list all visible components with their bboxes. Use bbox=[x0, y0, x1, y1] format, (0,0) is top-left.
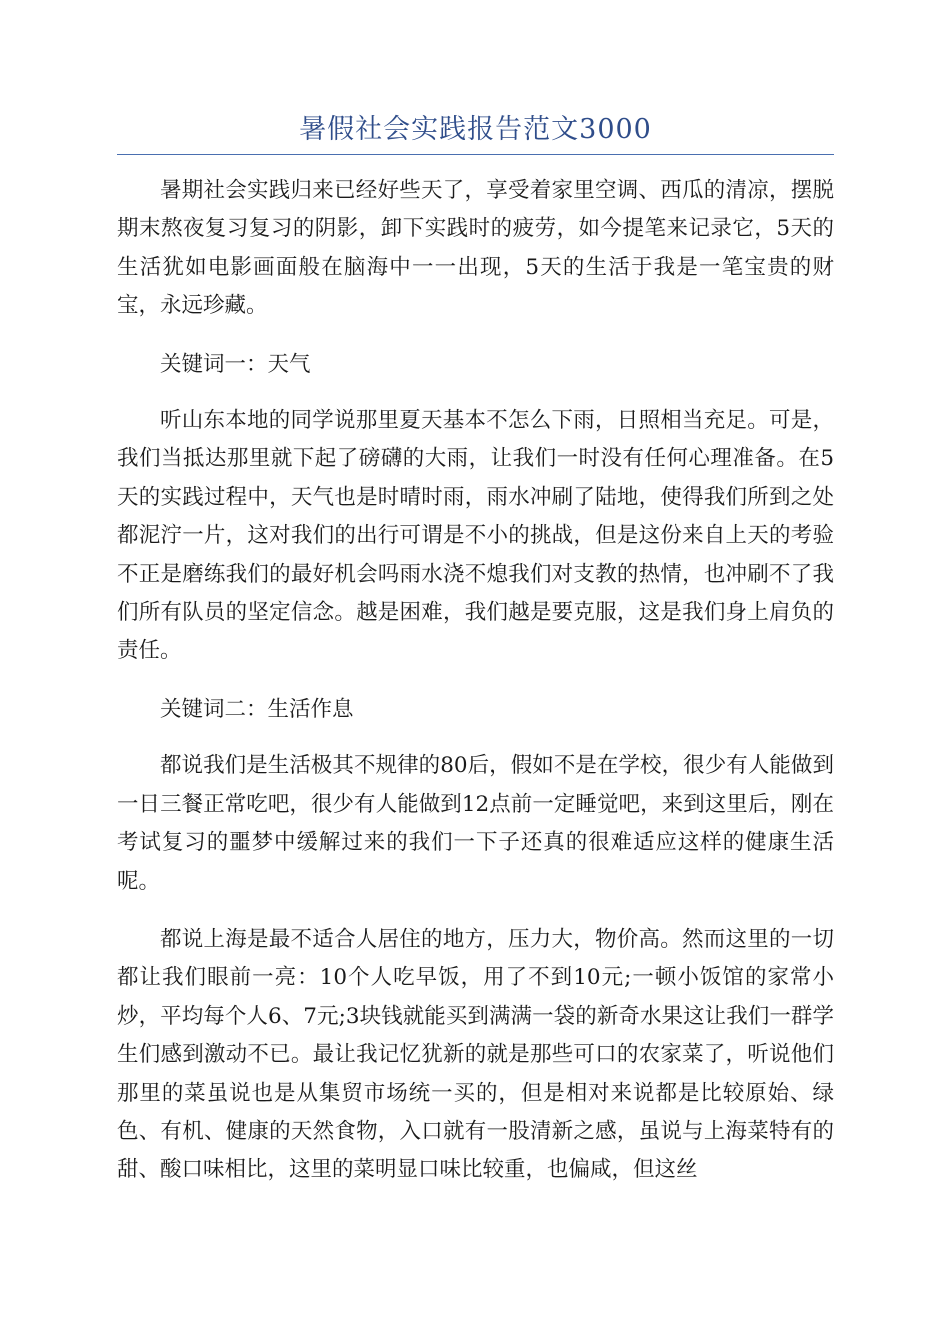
paragraph-routine: 都说我们是生活极其不规律的80后，假如不是在学校，很少有人能做到一日三餐正常吃吧，很少有人能做到12点前一定睡觉吧，来到这里后，刚在考试复习的噩梦中缓解过来的我们一下子还真的很难适应这样的健康生活呢。 bbox=[117, 753, 834, 894]
document-body bbox=[117, 172, 834, 1210]
paragraph-weather: 听山东本地的同学说那里夏天基本不怎么下雨，日照相当充足。可是，我们当抵达那里就下起了磅礴的大雨，让我们一时没有任何心理准备。在5天的实践过程中，天气也是时晴时雨，雨水冲刷了陆地，使得我们所到之处都泥泞一片，这对我们的出行可谓是不小的挑战，但是这份来自上天的考验不正是磨练我们的最好机会吗雨水浇不熄我们对支教的热情，也冲刷不了我们所有队员的坚定信念。越是困难，我们越是要克服，这是我们身上肩负的责任。 bbox=[117, 408, 834, 664]
paragraph-food: 都说上海是最不适合人居住的地方，压力大，物价高。然而这里的一切都让我们眼前一亮：10个人吃早饭，用了不到10元;一顿小饭馆的家常小炒，平均每个人6、7元;3块钱就能买到满满一袋的新奇水果这让我们一群学生们感到激动不已。最让我记忆犹新的就是那些可口的农家菜了，听说他们那里的菜虽说也是从集贸市场统一买的，但是相对来说都是比较原始、绿色、有机、健康的天然食物，入口就有一股清新之感，虽说与上海菜特有的甜、酸口味相比，这里的菜明显口味比较重，也偏咸，但这丝 bbox=[117, 926, 834, 1183]
title-underline bbox=[117, 154, 834, 155]
paragraph-intro: 暑期社会实践归来已经好些天了，享受着家里空调、西瓜的清凉，摆脱期末熬夜复习复习的阴影，卸下实践时的疲劳，如今提笔来记录它，5天的生活犹如电影画面般在脑海中一一出现，5天的生活于我是一笔宝贵的财宝，永远珍藏。 bbox=[117, 178, 834, 319]
section-heading-routine: 关键词二：生活作息 bbox=[160, 696, 354, 722]
section-heading-weather: 关键词一：天气 bbox=[160, 351, 311, 377]
document-title: 暑假社会实践报告范文3000 bbox=[299, 114, 652, 145]
